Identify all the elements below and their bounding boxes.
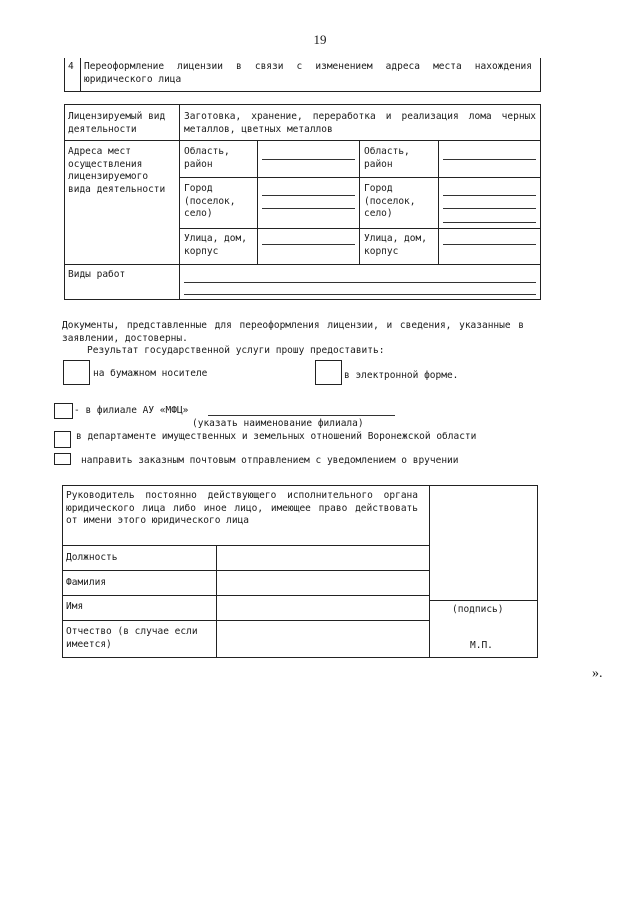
electronic-option-label: в электронной форме. <box>344 370 459 381</box>
name-label: Имя <box>66 601 84 612</box>
street-field-left[interactable] <box>262 244 355 245</box>
stamp-hint: М.П. <box>470 640 493 651</box>
branch-hint: (указать наименование филиала) <box>192 418 364 429</box>
surname-field[interactable] <box>218 572 428 594</box>
confirmation-text: Документы, представленные для переоформления лицензии, и сведения, указанные в заявлении, достоверны. <box>62 320 530 344</box>
signature-hint: (подпись) <box>452 604 504 615</box>
name-field[interactable] <box>218 597 428 619</box>
patronymic-field[interactable] <box>218 622 428 656</box>
mail-checkbox[interactable] <box>54 453 71 465</box>
department-checkbox[interactable] <box>54 431 71 448</box>
city-field-right-3[interactable] <box>443 222 536 223</box>
paper-checkbox[interactable] <box>63 360 90 385</box>
region-field-right[interactable] <box>443 159 536 160</box>
signature-line <box>430 600 538 601</box>
mail-option-label: направить заказным почтовым отправлением с уведомлением о вручении <box>81 455 459 466</box>
page-number: 19 <box>313 32 327 47</box>
work-types-field-2[interactable] <box>184 294 536 295</box>
street-field-right[interactable] <box>443 244 536 245</box>
top-row-number: 4 <box>68 61 74 72</box>
department-option-label: в департаменте имущественных и земельных отношений Воронежской области <box>76 431 477 442</box>
work-types-label: Виды работ <box>68 269 126 280</box>
surname-label: Фамилия <box>66 577 107 588</box>
electronic-checkbox[interactable] <box>315 360 342 385</box>
street-label-right: Улица, дом, корпус <box>364 233 433 257</box>
region-label-left: Область, район <box>184 146 236 170</box>
head-label: Руководитель постоянно действующего исполнительного органа юридического лица либо иное лицо, имеющее право действовать от имени этого юридического лица <box>66 490 424 526</box>
patronymic-label: Отчество (в случае если имеется) <box>66 626 204 650</box>
city-label-left: Город (поселок, село) <box>184 183 242 219</box>
position-label: Должность <box>66 552 118 563</box>
branch-name-field[interactable] <box>208 415 395 416</box>
region-label-right: Область, район <box>364 146 416 170</box>
branch-option-label: - в филиале АУ «МФЦ» <box>74 405 189 416</box>
top-row-text: Переоформление лицензии в связи с изменением адреса места нахождения юридического лица <box>84 61 538 85</box>
closing-mark: ». <box>592 666 603 681</box>
addresses-label: Адреса мест осуществления лицензируемого вида деятельности <box>68 146 166 195</box>
city-field-right-1[interactable] <box>443 195 536 196</box>
city-label-right: Город (поселок, село) <box>364 183 422 219</box>
work-types-field-1[interactable] <box>184 282 536 283</box>
paper-option-label: на бумажном носителе <box>93 368 208 379</box>
branch-checkbox[interactable] <box>54 403 73 419</box>
position-field[interactable] <box>218 547 428 569</box>
activity-label: Лицензируемый вид деятельности <box>68 111 171 135</box>
region-field-left[interactable] <box>262 159 355 160</box>
city-field-left-1[interactable] <box>262 195 355 196</box>
result-prompt: Результат государственной услуги прошу предоставить: <box>87 345 385 356</box>
street-label-left: Улица, дом, корпус <box>184 233 253 257</box>
activity-value: Заготовка, хранение, переработка и реализация лома черных металлов, цветных металлов <box>184 111 542 135</box>
city-field-right-2[interactable] <box>443 208 536 209</box>
city-field-left-2[interactable] <box>262 208 355 209</box>
